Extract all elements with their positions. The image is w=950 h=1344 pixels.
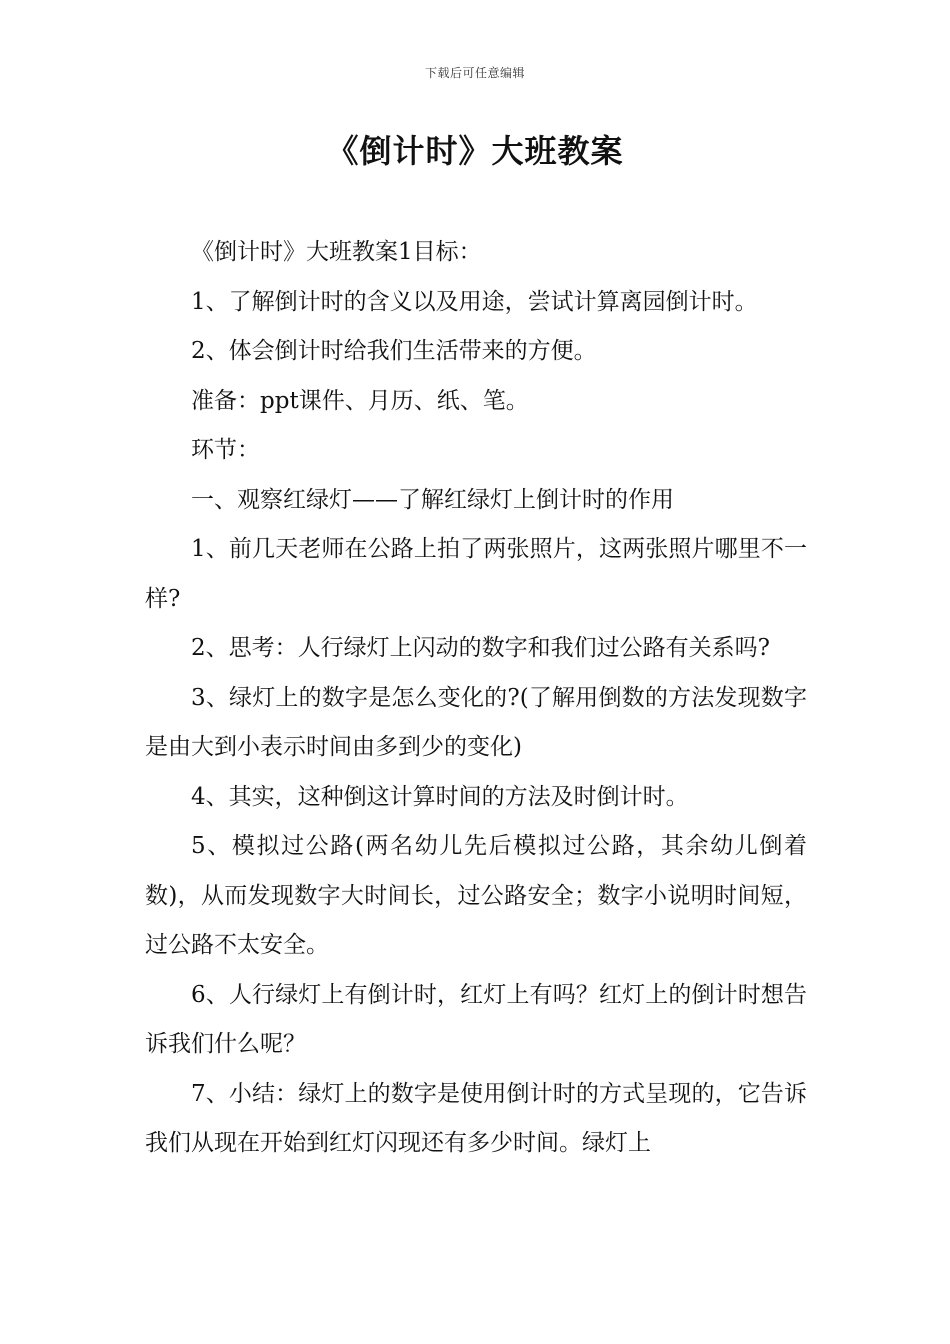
- paragraph-steps-heading: 环节：: [191, 437, 260, 463]
- paragraph-step-5: 5、模拟过公路(两名幼儿先后模拟过公路，其余幼儿倒着数)，从而发现数字大时间长，过公路安全；数字小说明时间短，过公路不太安全。: [145, 833, 807, 958]
- paragraph-step-4: 4、其实，这种倒这计算时间的方法及时倒计时。: [191, 783, 689, 810]
- header-note: 下载后可任意编辑: [424, 66, 525, 80]
- document-title: 《倒计时》大班教案: [326, 132, 624, 170]
- paragraph-step-3: 3、绿灯上的数字是怎么变化的?(了解用倒数的方法发现数字是由大到小表示时间由多到少的变化): [145, 684, 807, 760]
- paragraph-step-1: 1、前几天老师在公路上拍了两张照片，这两张照片哪里不一样?: [145, 536, 807, 612]
- document-body: [145, 228, 807, 1169]
- paragraph-step-7: 7、小结：绿灯上的数字是使用倒计时的方式呈现的，它告诉我们从现在开始到红灯闪现还有多少时间。绿灯上: [145, 1080, 807, 1156]
- paragraph-goal-1: 1、了解倒计时的含义以及用途，尝试计算离园倒计时。: [191, 288, 758, 315]
- paragraph-goal-2: 2、体会倒计时给我们生活带来的方便。: [191, 338, 597, 364]
- paragraph-intro-goal: 《倒计时》大班教案1目标：: [191, 239, 482, 265]
- paragraph-preparation: 准备：ppt课件、月历、纸、笔。: [191, 387, 529, 414]
- paragraph-step-2: 2、思考：人行绿灯上闪动的数字和我们过公路有关系吗?: [191, 635, 770, 661]
- paragraph-section-1-heading: 一、观察红绿灯——了解红绿灯上倒计时的作用: [191, 486, 674, 513]
- paragraph-step-6: 6、人行绿灯上有倒计时，红灯上有吗？红灯上的倒计时想告诉我们什么呢？: [145, 981, 807, 1057]
